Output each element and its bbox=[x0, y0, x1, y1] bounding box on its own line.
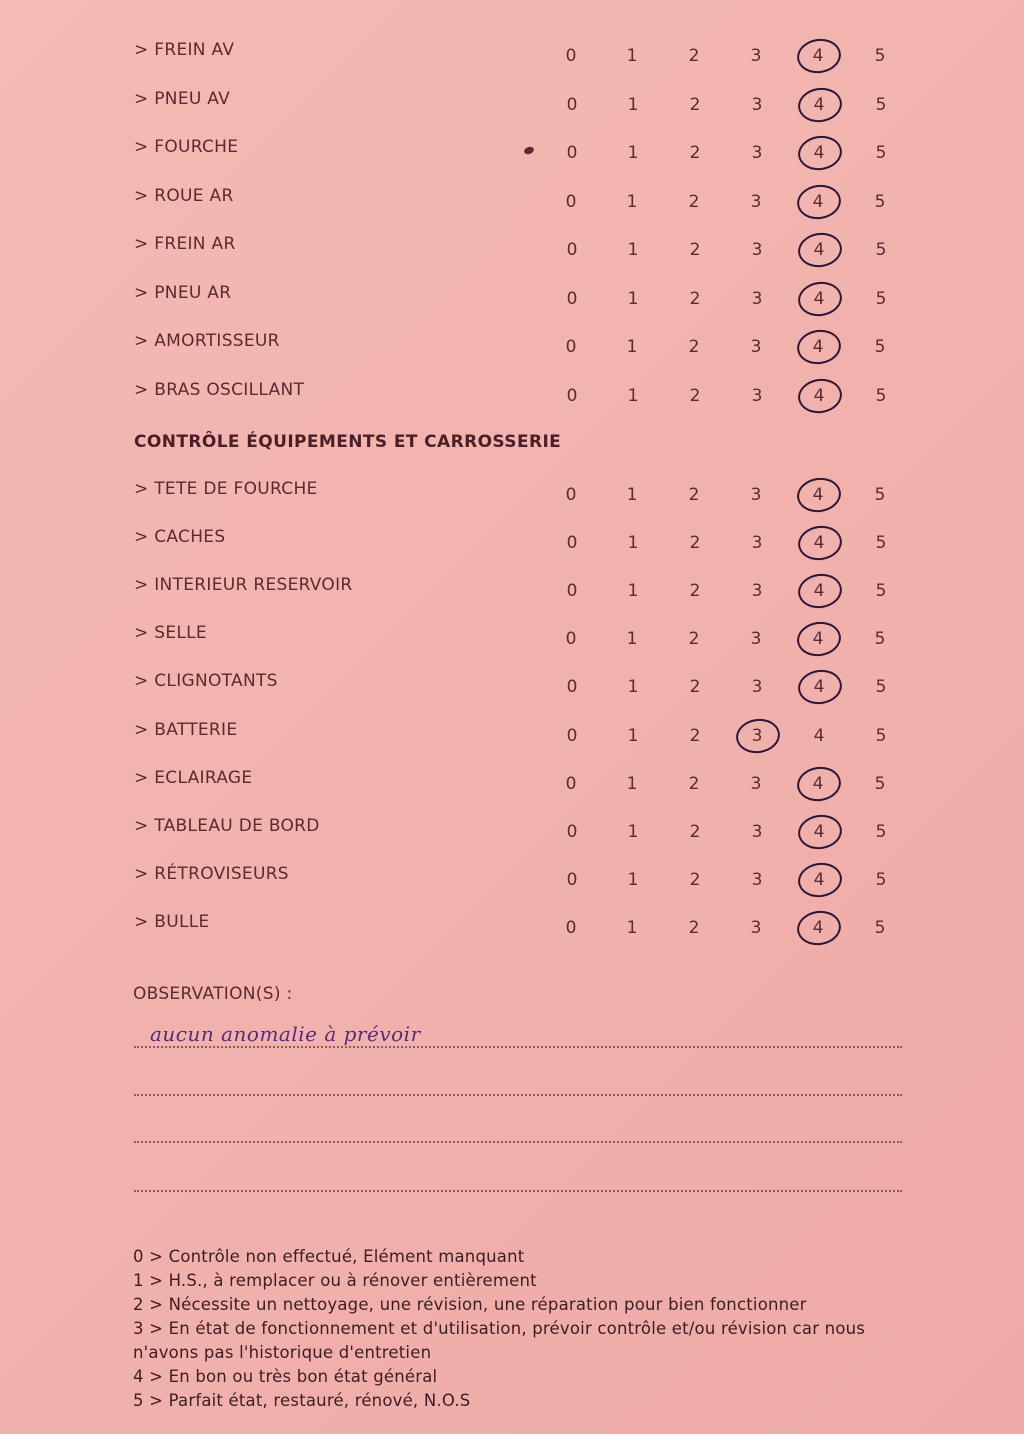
score-option[interactable]: 2 bbox=[688, 917, 700, 938]
legend-item-5: 5 > Parfait état, restauré, rénové, N.O.S bbox=[133, 1391, 471, 1410]
score-option[interactable]: 3 bbox=[750, 629, 762, 650]
checklist-row bbox=[0, 186, 1024, 216]
score-option[interactable]: 1 bbox=[627, 581, 639, 602]
checklist-item-label: > FREIN AV bbox=[134, 40, 235, 60]
score-option[interactable]: 3 bbox=[751, 533, 763, 554]
score-option[interactable]: 3 bbox=[751, 821, 763, 842]
score-option[interactable]: 3 bbox=[750, 917, 762, 938]
score-option[interactable]: 1 bbox=[626, 773, 638, 794]
checklist-row bbox=[0, 479, 1024, 509]
checklist-item-label: > ECLAIRAGE bbox=[134, 767, 253, 788]
legend-item-4: 4 > En bon ou très bon état général bbox=[133, 1367, 438, 1386]
legend-item-1: 1 > H.S., à remplacer ou à rénover entièrement bbox=[133, 1271, 537, 1290]
score-option-selected[interactable]: 3 bbox=[745, 726, 769, 746]
score-option[interactable]: 0 bbox=[566, 533, 578, 554]
score-option[interactable]: 5 bbox=[874, 191, 886, 212]
legend-item-2: 2 > Nécessite un nettoyage, une révision, une réparation pour bien fonctionner bbox=[133, 1295, 807, 1314]
checklist-row bbox=[0, 380, 1024, 410]
score-option[interactable]: 5 bbox=[874, 337, 886, 357]
score-option[interactable]: 0 bbox=[566, 385, 578, 406]
checklist-item-label: > PNEU AV bbox=[134, 88, 231, 109]
checklist-item-label: > CLIGNOTANTS bbox=[134, 671, 278, 692]
score-option[interactable]: 0 bbox=[565, 337, 577, 357]
score-option-selected[interactable]: 4 bbox=[806, 46, 830, 66]
observation-line-1 bbox=[134, 1046, 902, 1048]
score-option[interactable]: 3 bbox=[750, 773, 762, 794]
score-option[interactable]: 5 bbox=[875, 725, 887, 746]
observation-line-4 bbox=[134, 1190, 902, 1192]
checklist-row bbox=[0, 768, 1024, 798]
score-option-selected[interactable]: 4 bbox=[807, 143, 831, 163]
score-option[interactable]: 2 bbox=[689, 821, 701, 842]
checklist-item-label: > PNEU AR bbox=[134, 282, 232, 303]
score-option-selected[interactable]: 4 bbox=[807, 240, 831, 260]
score-option-selected[interactable]: 4 bbox=[807, 386, 831, 406]
score-option[interactable]: 3 bbox=[750, 485, 762, 505]
score-option[interactable]: 1 bbox=[627, 288, 639, 309]
score-option[interactable]: 0 bbox=[565, 485, 577, 505]
score-option[interactable]: 1 bbox=[627, 821, 639, 842]
score-option[interactable]: 0 bbox=[566, 581, 578, 602]
score-option[interactable]: 0 bbox=[566, 288, 578, 309]
rating-legend bbox=[133, 1245, 913, 1413]
score-option-selected[interactable]: 4 bbox=[807, 822, 831, 842]
checklist-item-label: > TABLEAU DE BORD bbox=[134, 815, 320, 836]
checklist-item-label: > FREIN AR bbox=[134, 234, 236, 254]
score-option[interactable]: 2 bbox=[689, 533, 701, 554]
score-option[interactable]: 1 bbox=[627, 143, 639, 163]
checklist-row bbox=[0, 671, 1024, 701]
score-option[interactable]: 2 bbox=[688, 337, 700, 357]
score-option[interactable]: 2 bbox=[688, 191, 700, 212]
checklist-item-label: > ROUE AR bbox=[134, 185, 234, 206]
score-option[interactable]: 3 bbox=[751, 288, 763, 309]
score-option[interactable]: 3 bbox=[751, 94, 763, 115]
score-option[interactable]: 5 bbox=[875, 677, 887, 698]
score-option[interactable]: 5 bbox=[874, 485, 886, 505]
score-option[interactable]: 1 bbox=[627, 385, 639, 406]
checklist-row bbox=[0, 816, 1024, 846]
score-option[interactable]: 2 bbox=[689, 725, 701, 746]
checklist-item-label: > SELLE bbox=[134, 623, 207, 644]
checklist-row bbox=[0, 912, 1024, 942]
score-option-selected[interactable]: 4 bbox=[806, 918, 830, 938]
checklist-row bbox=[0, 527, 1024, 557]
score-option[interactable]: 2 bbox=[689, 677, 701, 698]
checklist-item-label: > RÉTROVISEURS bbox=[134, 863, 289, 884]
score-option[interactable]: 0 bbox=[566, 821, 578, 842]
score-option[interactable]: 2 bbox=[689, 581, 701, 602]
score-option[interactable]: 2 bbox=[689, 143, 701, 163]
score-option[interactable]: 2 bbox=[689, 240, 701, 260]
checklist-row bbox=[0, 623, 1024, 653]
score-option[interactable]: 5 bbox=[875, 869, 887, 890]
observation-line-3 bbox=[134, 1141, 902, 1143]
score-option-selected[interactable]: 4 bbox=[806, 192, 830, 212]
observations-label: OBSERVATION(S) : bbox=[133, 984, 293, 1004]
score-option-selected[interactable]: 4 bbox=[807, 870, 831, 890]
score-option-selected[interactable]: 4 bbox=[806, 337, 830, 357]
score-option[interactable]: 5 bbox=[875, 94, 887, 115]
score-option[interactable]: 5 bbox=[874, 917, 886, 938]
score-option[interactable]: 2 bbox=[689, 869, 701, 890]
score-option[interactable]: 5 bbox=[875, 288, 887, 309]
score-option[interactable]: 5 bbox=[875, 143, 887, 163]
section-title: CONTRÔLE ÉQUIPEMENTS ET CARROSSERIE bbox=[134, 432, 562, 452]
score-option[interactable]: 2 bbox=[688, 46, 700, 66]
score-option-selected[interactable]: 4 bbox=[807, 95, 831, 115]
score-option[interactable]: 3 bbox=[751, 385, 763, 406]
score-option[interactable]: 0 bbox=[565, 629, 577, 650]
score-option[interactable]: 0 bbox=[566, 869, 578, 890]
score-option[interactable]: 3 bbox=[751, 240, 763, 260]
observation-line-2 bbox=[134, 1094, 902, 1096]
observations-handwritten-note: aucun anomalie à prévoir bbox=[150, 1022, 421, 1046]
score-option[interactable]: 0 bbox=[565, 917, 577, 938]
score-option[interactable]: 5 bbox=[874, 46, 886, 66]
checklist-row bbox=[0, 40, 1024, 70]
score-option-selected[interactable]: 4 bbox=[806, 485, 830, 505]
checklist-row bbox=[0, 89, 1024, 119]
checklist-row bbox=[0, 283, 1024, 313]
score-option[interactable]: 5 bbox=[875, 581, 887, 602]
score-option[interactable]: 1 bbox=[627, 94, 639, 115]
score-option[interactable]: 1 bbox=[626, 46, 638, 66]
score-option-selected[interactable]: 4 bbox=[806, 629, 830, 649]
checklist-row bbox=[0, 720, 1024, 750]
score-option[interactable]: 3 bbox=[751, 677, 763, 698]
score-option[interactable]: 5 bbox=[875, 821, 887, 842]
checklist-item-label: > TETE DE FOURCHE bbox=[134, 479, 318, 499]
score-option[interactable]: 3 bbox=[751, 869, 763, 890]
score-option[interactable]: 5 bbox=[875, 385, 887, 406]
score-option[interactable]: 1 bbox=[626, 629, 638, 650]
checklist-item-label: > FOURCHE bbox=[134, 137, 239, 157]
checklist-row bbox=[0, 575, 1024, 605]
score-option[interactable]: 0 bbox=[566, 677, 578, 698]
score-option[interactable]: 1 bbox=[626, 337, 638, 357]
score-option[interactable]: 3 bbox=[750, 46, 762, 66]
score-option[interactable]: 1 bbox=[627, 725, 639, 746]
score-option-selected[interactable]: 4 bbox=[806, 774, 830, 794]
checklist-item-label: > CACHES bbox=[134, 527, 226, 548]
score-option[interactable]: 2 bbox=[689, 385, 701, 406]
score-option-selected[interactable]: 4 bbox=[807, 677, 831, 697]
score-option[interactable]: 0 bbox=[566, 725, 578, 746]
checklist-row bbox=[0, 864, 1024, 894]
score-option[interactable]: 2 bbox=[689, 94, 701, 115]
checklist-item-label: > INTERIEUR RESERVOIR bbox=[134, 575, 353, 596]
score-option[interactable]: 2 bbox=[689, 288, 701, 309]
score-option[interactable]: 3 bbox=[750, 191, 762, 212]
score-option[interactable]: 1 bbox=[626, 191, 638, 212]
score-option[interactable]: 0 bbox=[566, 143, 578, 163]
score-option[interactable]: 3 bbox=[751, 581, 763, 602]
checklist-item-label: > BATTERIE bbox=[134, 719, 238, 740]
score-option[interactable]: 5 bbox=[875, 533, 887, 554]
score-option[interactable]: 3 bbox=[750, 337, 762, 357]
score-option[interactable]: 1 bbox=[627, 677, 639, 698]
score-option[interactable]: 1 bbox=[626, 917, 638, 938]
score-option[interactable]: 0 bbox=[565, 46, 577, 66]
checklist-item-label: > BULLE bbox=[134, 911, 210, 932]
score-option[interactable]: 5 bbox=[875, 240, 887, 260]
score-option[interactable]: 1 bbox=[627, 533, 639, 554]
score-option[interactable]: 5 bbox=[874, 629, 886, 650]
checklist-row bbox=[0, 331, 1024, 361]
legend-item-3: 3 > En état de fonctionnement et d'utilisation, prévoir contrôle et/ou révision car nous n'avons pas l'historique d'entretien bbox=[133, 1319, 866, 1362]
score-option-selected[interactable]: 4 bbox=[807, 581, 831, 601]
score-option[interactable]: 0 bbox=[565, 773, 577, 794]
score-option[interactable]: 0 bbox=[565, 191, 577, 212]
score-option[interactable]: 1 bbox=[627, 869, 639, 890]
score-option[interactable]: 2 bbox=[688, 485, 700, 505]
score-option-selected[interactable]: 4 bbox=[807, 533, 831, 553]
score-option[interactable]: 0 bbox=[566, 94, 578, 115]
checklist-item-label: > AMORTISSEUR bbox=[134, 331, 280, 351]
score-option[interactable]: 0 bbox=[566, 240, 578, 260]
score-option-selected[interactable]: 4 bbox=[807, 289, 831, 309]
checklist-row bbox=[0, 137, 1024, 167]
score-option[interactable]: 1 bbox=[626, 485, 638, 505]
score-option[interactable]: 4 bbox=[813, 725, 825, 746]
checklist-row bbox=[0, 234, 1024, 264]
score-option[interactable]: 1 bbox=[627, 240, 639, 260]
score-option[interactable]: 5 bbox=[874, 773, 886, 794]
score-option[interactable]: 2 bbox=[688, 773, 700, 794]
legend-item-0: 0 > Contrôle non effectué, Elément manquant bbox=[133, 1247, 525, 1266]
score-option[interactable]: 3 bbox=[751, 143, 763, 163]
score-option[interactable]: 2 bbox=[688, 629, 700, 650]
checklist-item-label: > BRAS OSCILLANT bbox=[134, 379, 305, 400]
